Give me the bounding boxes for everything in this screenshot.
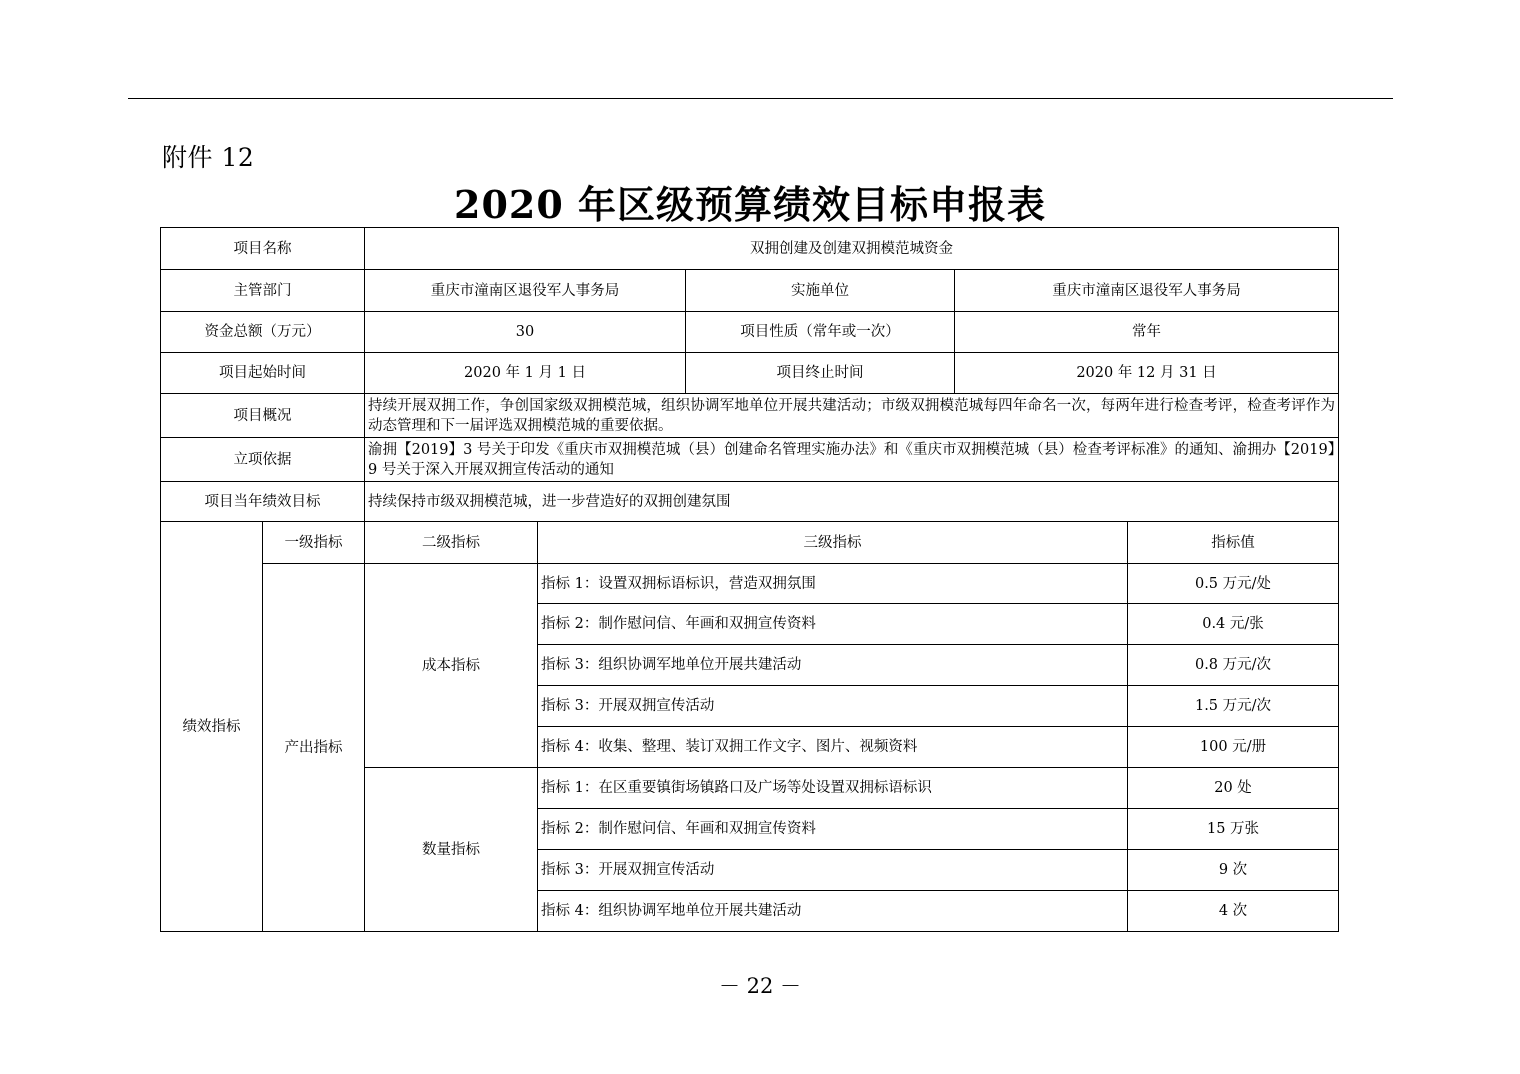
level2-cost: 成本指标 [365, 564, 538, 768]
impl-unit-value: 重庆市潼南区退役军人事务局 [955, 270, 1339, 312]
goal-value: 持续保持市级双拥模范城，进一步营造好的双拥创建氛围 [365, 482, 1339, 522]
end-label: 项目终止时间 [686, 353, 955, 394]
col-level2-header: 二级指标 [365, 522, 538, 564]
quantity-indicator-value: 20 处 [1128, 768, 1339, 809]
document-title: 2020 年区级预算绩效目标申报表 [454, 182, 1046, 227]
fund-label: 资金总额（万元） [161, 312, 365, 353]
level1-output: 产出指标 [263, 564, 365, 932]
page-number: － 22 － [718, 974, 802, 998]
start-value: 2020 年 1 月 1 日 [365, 353, 686, 394]
dept-label: 主管部门 [161, 270, 365, 312]
basis-value: 渝拥【2019】3 号关于印发《重庆市双拥模范城（县）创建命名管理实施办法》和《重庆市双拥模范城（县）检查考评标准》的通知、渝拥办【2019】9 号关于深入开展双拥宣传活动的通知 [365, 438, 1339, 482]
row-dates [161, 353, 1339, 394]
nature-label: 项目性质（常年或一次） [686, 312, 955, 353]
project-name-label: 项目名称 [161, 228, 365, 270]
cost-indicator-name: 指标 1：设置双拥标语标识，营造双拥氛围 [538, 564, 1128, 604]
cost-indicator-name: 指标 3：组织协调军地单位开展共建活动 [538, 645, 1128, 686]
quantity-indicator-name: 指标 1：在区重要镇街场镇路口及广场等处设置双拥标语标识 [538, 768, 1128, 809]
attachment-label: 附件 12 [162, 143, 255, 172]
quantity-indicator-name: 指标 4：组织协调军地单位开展共建活动 [538, 891, 1128, 932]
col-value-header: 指标值 [1128, 522, 1339, 564]
indicators-section-label: 绩效指标 [161, 522, 263, 932]
indicator-header-row [161, 522, 1339, 564]
col-level3-header: 三级指标 [538, 522, 1128, 564]
basis-label: 立项依据 [161, 438, 365, 482]
row-project-name [161, 228, 1339, 270]
col-level1-header: 一级指标 [263, 522, 365, 564]
row-goal [161, 482, 1339, 522]
cost-indicator-value: 100 元/册 [1128, 727, 1339, 768]
row-overview [161, 394, 1339, 438]
level2-quantity: 数量指标 [365, 768, 538, 932]
quantity-indicator-name: 指标 3：开展双拥宣传活动 [538, 850, 1128, 891]
cost-indicator-name: 指标 4：收集、整理、装订双拥工作文字、图片、视频资料 [538, 727, 1128, 768]
start-label: 项目起始时间 [161, 353, 365, 394]
fund-value: 30 [365, 312, 686, 353]
performance-target-table [160, 227, 1339, 932]
row-fund [161, 312, 1339, 353]
cost-indicator-value: 0.8 万元/次 [1128, 645, 1339, 686]
overview-label: 项目概况 [161, 394, 365, 438]
dept-value: 重庆市潼南区退役军人事务局 [365, 270, 686, 312]
row-department [161, 270, 1339, 312]
end-value: 2020 年 12 月 31 日 [955, 353, 1339, 394]
goal-label: 项目当年绩效目标 [161, 482, 365, 522]
cost-indicator-value: 0.5 万元/处 [1128, 564, 1339, 604]
project-name-value: 双拥创建及创建双拥模范城资金 [365, 228, 1339, 270]
cost-indicator-value: 0.4 元/张 [1128, 604, 1339, 645]
quantity-indicator-name: 指标 2：制作慰问信、年画和双拥宣传资料 [538, 809, 1128, 850]
cost-indicator-name: 指标 2：制作慰问信、年画和双拥宣传资料 [538, 604, 1128, 645]
row-basis [161, 438, 1339, 482]
impl-unit-label: 实施单位 [686, 270, 955, 312]
overview-value: 持续开展双拥工作，争创国家级双拥模范城，组织协调军地单位开展共建活动；市级双拥模范城每四年命名一次，每两年进行检查考评，检查考评作为动态管理和下一届评选双拥模范城的重要依据。 [365, 394, 1339, 438]
nature-value: 常年 [955, 312, 1339, 353]
cost-indicator-value: 1.5 万元/次 [1128, 686, 1339, 727]
quantity-indicator-value: 15 万张 [1128, 809, 1339, 850]
quantity-indicator-value: 4 次 [1128, 891, 1339, 932]
quantity-indicator-value: 9 次 [1128, 850, 1339, 891]
table-row [161, 564, 1339, 604]
header-rule [128, 98, 1393, 99]
cost-indicator-name: 指标 3：开展双拥宣传活动 [538, 686, 1128, 727]
